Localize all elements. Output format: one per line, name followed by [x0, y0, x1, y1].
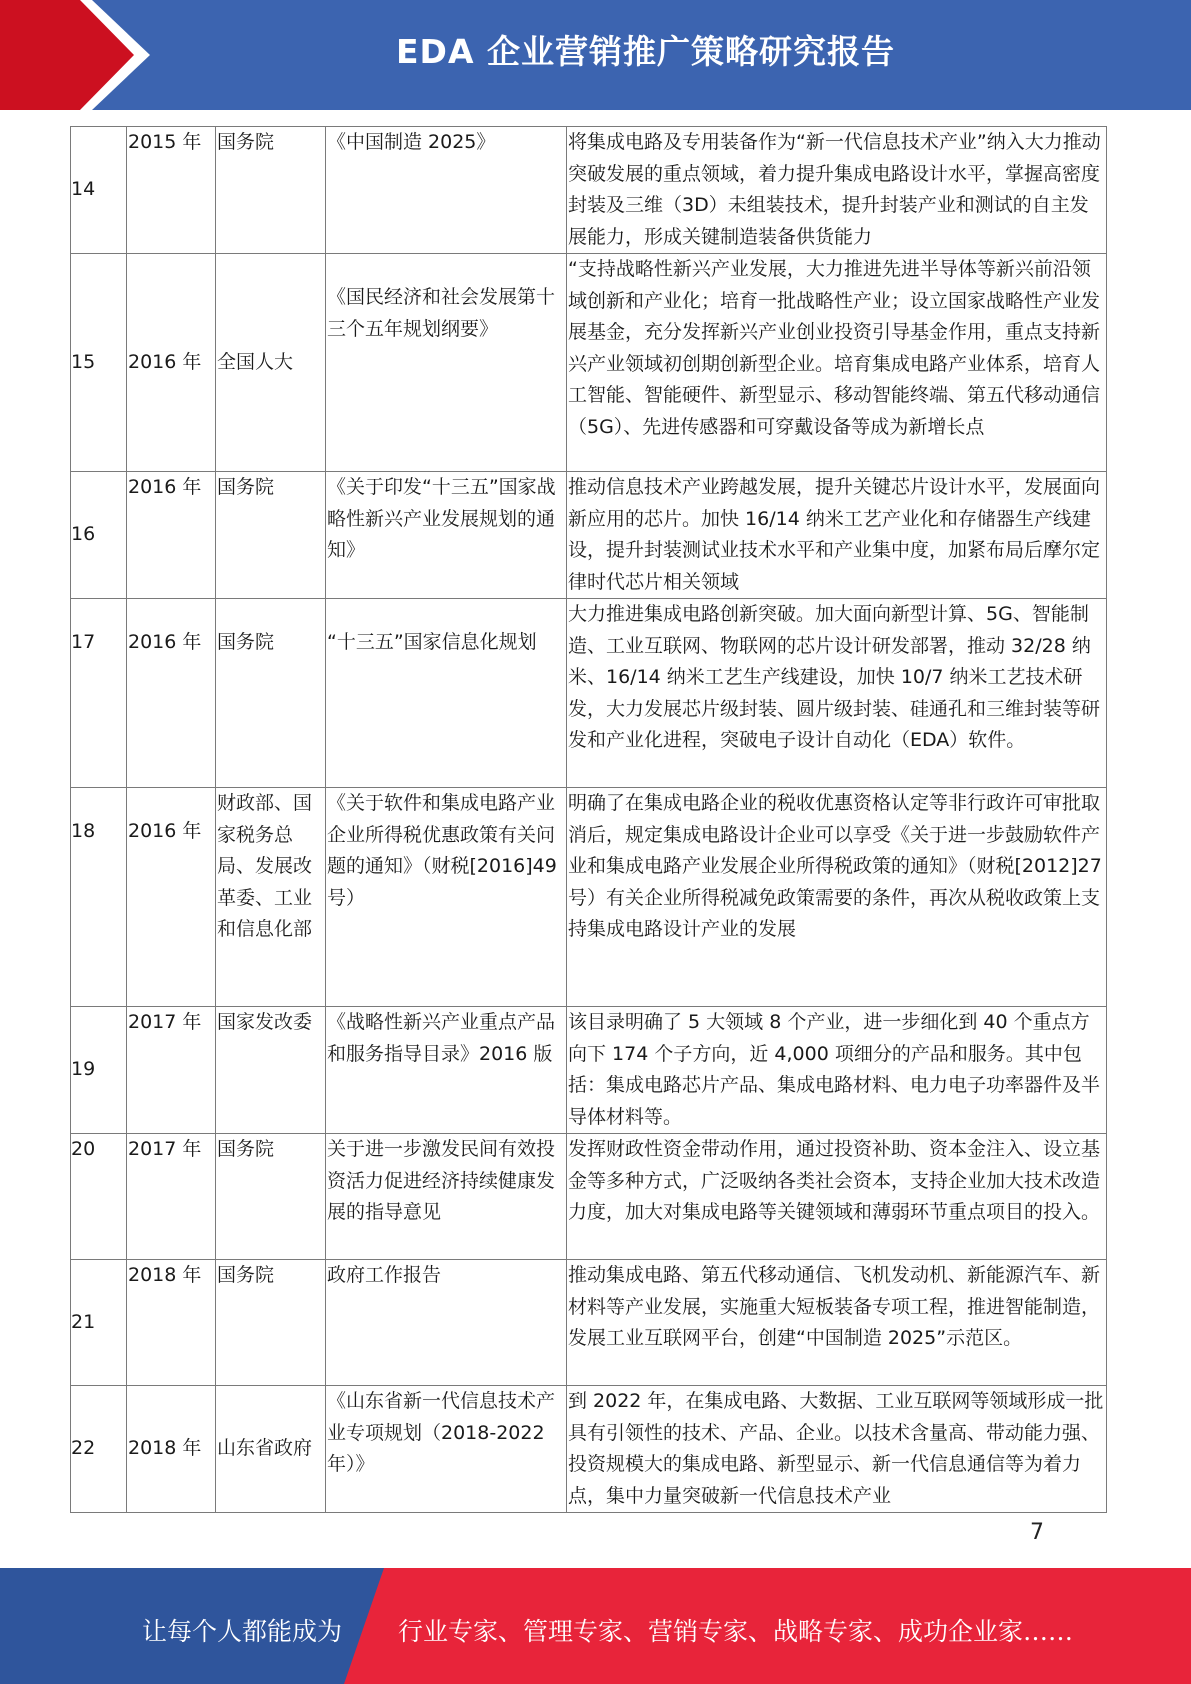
row-year: 2017 年	[127, 1007, 216, 1134]
row-org: 国务院	[216, 599, 326, 788]
row-org: 国务院	[216, 1134, 326, 1260]
table-row	[71, 1260, 1107, 1386]
row-year: 2018 年	[127, 1260, 216, 1386]
table-row	[71, 788, 1107, 1007]
row-year: 2017 年	[127, 1134, 216, 1260]
row-content: 推动集成电路、第五代移动通信、飞机发动机、新能源汽车、新材料等产业发展，实施重大短板装备专项工程，推进智能制造，发展工业互联网平台，创建“中国制造 2025”示范区。	[567, 1260, 1107, 1386]
row-policy: 关于进一步激发民间有效投资活力促进经济持续健康发展的指导意见	[326, 1134, 567, 1260]
row-number: 19	[71, 1007, 127, 1134]
row-year: 2018 年	[127, 1386, 216, 1513]
row-year: 2016 年	[127, 254, 216, 472]
row-number: 15	[71, 254, 127, 472]
table-row	[71, 127, 1107, 254]
row-policy: 《关于软件和集成电路产业企业所得税优惠政策有关问题的通知》（财税[2016]49 号）	[326, 788, 567, 1007]
row-number: 22	[71, 1386, 127, 1513]
row-content: “支持战略性新兴产业发展，大力推进先进半导体等新兴前沿领域创新和产业化；培育一批战略性产业；设立国家战略性产业发展基金，充分发挥新兴产业创业投资引导基金作用，重点支持新兴产业领域初创期创新型企业。培育集成电路产业体系，培育人工智能、智能硬件、新型显示、移动智能终端、第五代移动通信（5G）、先进传感器和可穿戴设备等成为新增长点	[567, 254, 1107, 472]
row-number: 18	[71, 788, 127, 1007]
page-footer	[0, 1568, 1191, 1684]
report-title: EDA 企业营销推广策略研究报告	[396, 32, 895, 71]
policy-table	[70, 126, 1107, 1513]
row-policy: 《山东省新一代信息技术产业专项规划（2018-2022 年）》	[326, 1386, 567, 1513]
row-org: 国务院	[216, 472, 326, 599]
row-policy: 《国民经济和社会发展第十三个五年规划纲要》	[326, 254, 567, 472]
row-policy: 《中国制造 2025》	[326, 127, 567, 254]
page-number: 7	[1030, 1520, 1044, 1545]
row-policy: 《关于印发“十三五”国家战略性新兴产业发展规划的通知》	[326, 472, 567, 599]
row-year: 2016 年	[127, 788, 216, 1007]
table-row	[71, 254, 1107, 472]
row-content: 到 2022 年，在集成电路、大数据、工业互联网等领域形成一批具有引领性的技术、产品、企业。以技术含量高、带动能力强、投资规模大的集成电路、新型显示、新一代信息通信等为着力点，集中力量突破新一代信息技术产业	[567, 1386, 1107, 1513]
row-number: 14	[71, 127, 127, 254]
row-content: 该目录明确了 5 大领域 8 个产业，进一步细化到 40 个重点方向下 174 个子方向，近 4,000 项细分的产品和服务。其中包括：集成电路芯片产品、集成电路材料、电力电子功率器件及半导体材料等。	[567, 1007, 1107, 1134]
row-policy: 政府工作报告	[326, 1260, 567, 1386]
row-content: 推动信息技术产业跨越发展，提升关键芯片设计水平，发展面向新应用的芯片。加快 16/14 纳米工艺产业化和存储器生产线建设，提升封装测试业技术水平和产业集中度，加紧布局后摩尔定律时代芯片相关领域	[567, 472, 1107, 599]
row-org: 全国人大	[216, 254, 326, 472]
table-row	[71, 1007, 1107, 1134]
table-row	[71, 1386, 1107, 1513]
row-org: 山东省政府	[216, 1386, 326, 1513]
table-row	[71, 1134, 1107, 1260]
table-row	[71, 599, 1107, 788]
row-content: 大力推进集成电路创新突破。加大面向新型计算、5G、智能制造、工业互联网、物联网的芯片设计研发部署，推动 32/28 纳米、16/14 纳米工艺生产线建设，加快 10/7 纳米工艺技术研发，大力发展芯片级封装、圆片级封装、硅通孔和三维封装等研发和产业化进程，突破电子设计自动化（EDA）软件。	[567, 599, 1107, 788]
row-org: 国家发改委	[216, 1007, 326, 1134]
row-org: 国务院	[216, 127, 326, 254]
row-content: 将集成电路及专用装备作为“新一代信息技术产业”纳入大力推动突破发展的重点领域，着力提升集成电路设计水平，掌握高密度封装及三维（3D）未组装技术，提升封装产业和测试的自主发展能力，形成关键制造装备供货能力	[567, 127, 1107, 254]
table-row	[71, 472, 1107, 599]
row-number: 17	[71, 599, 127, 788]
row-number: 16	[71, 472, 127, 599]
row-content: 发挥财政性资金带动作用，通过投资补助、资本金注入、设立基金等多种方式，广泛吸纳各类社会资本，支持企业加大技术改造力度，加大对集成电路等关键领域和薄弱环节重点项目的投入。	[567, 1134, 1107, 1260]
row-content: 明确了在集成电路企业的税收优惠资格认定等非行政许可审批取消后，规定集成电路设计企业可以享受《关于进一步鼓励软件产业和集成电路产业发展企业所得税政策的通知》（财税[2012]27 号）有关企业所得税减免政策需要的条件，再次从税收政策上支持集成电路设计产业的发展	[567, 788, 1107, 1007]
row-org: 财政部、国家税务总局、发展改革委、工业和信息化部	[216, 788, 326, 1007]
row-year: 2016 年	[127, 472, 216, 599]
page-header	[0, 0, 1191, 110]
row-number: 20	[71, 1134, 127, 1260]
row-policy: “十三五”国家信息化规划	[326, 599, 567, 788]
footer-slogan-right: 行业专家、管理专家、营销专家、战略专家、成功企业家……	[398, 1617, 1074, 1646]
footer-slogan-left: 让每个人都能成为	[142, 1617, 343, 1646]
row-year: 2016 年	[127, 599, 216, 788]
row-year: 2015 年	[127, 127, 216, 254]
row-org: 国务院	[216, 1260, 326, 1386]
row-number: 21	[71, 1260, 127, 1386]
row-policy: 《战略性新兴产业重点产品和服务指导目录》2016 版	[326, 1007, 567, 1134]
